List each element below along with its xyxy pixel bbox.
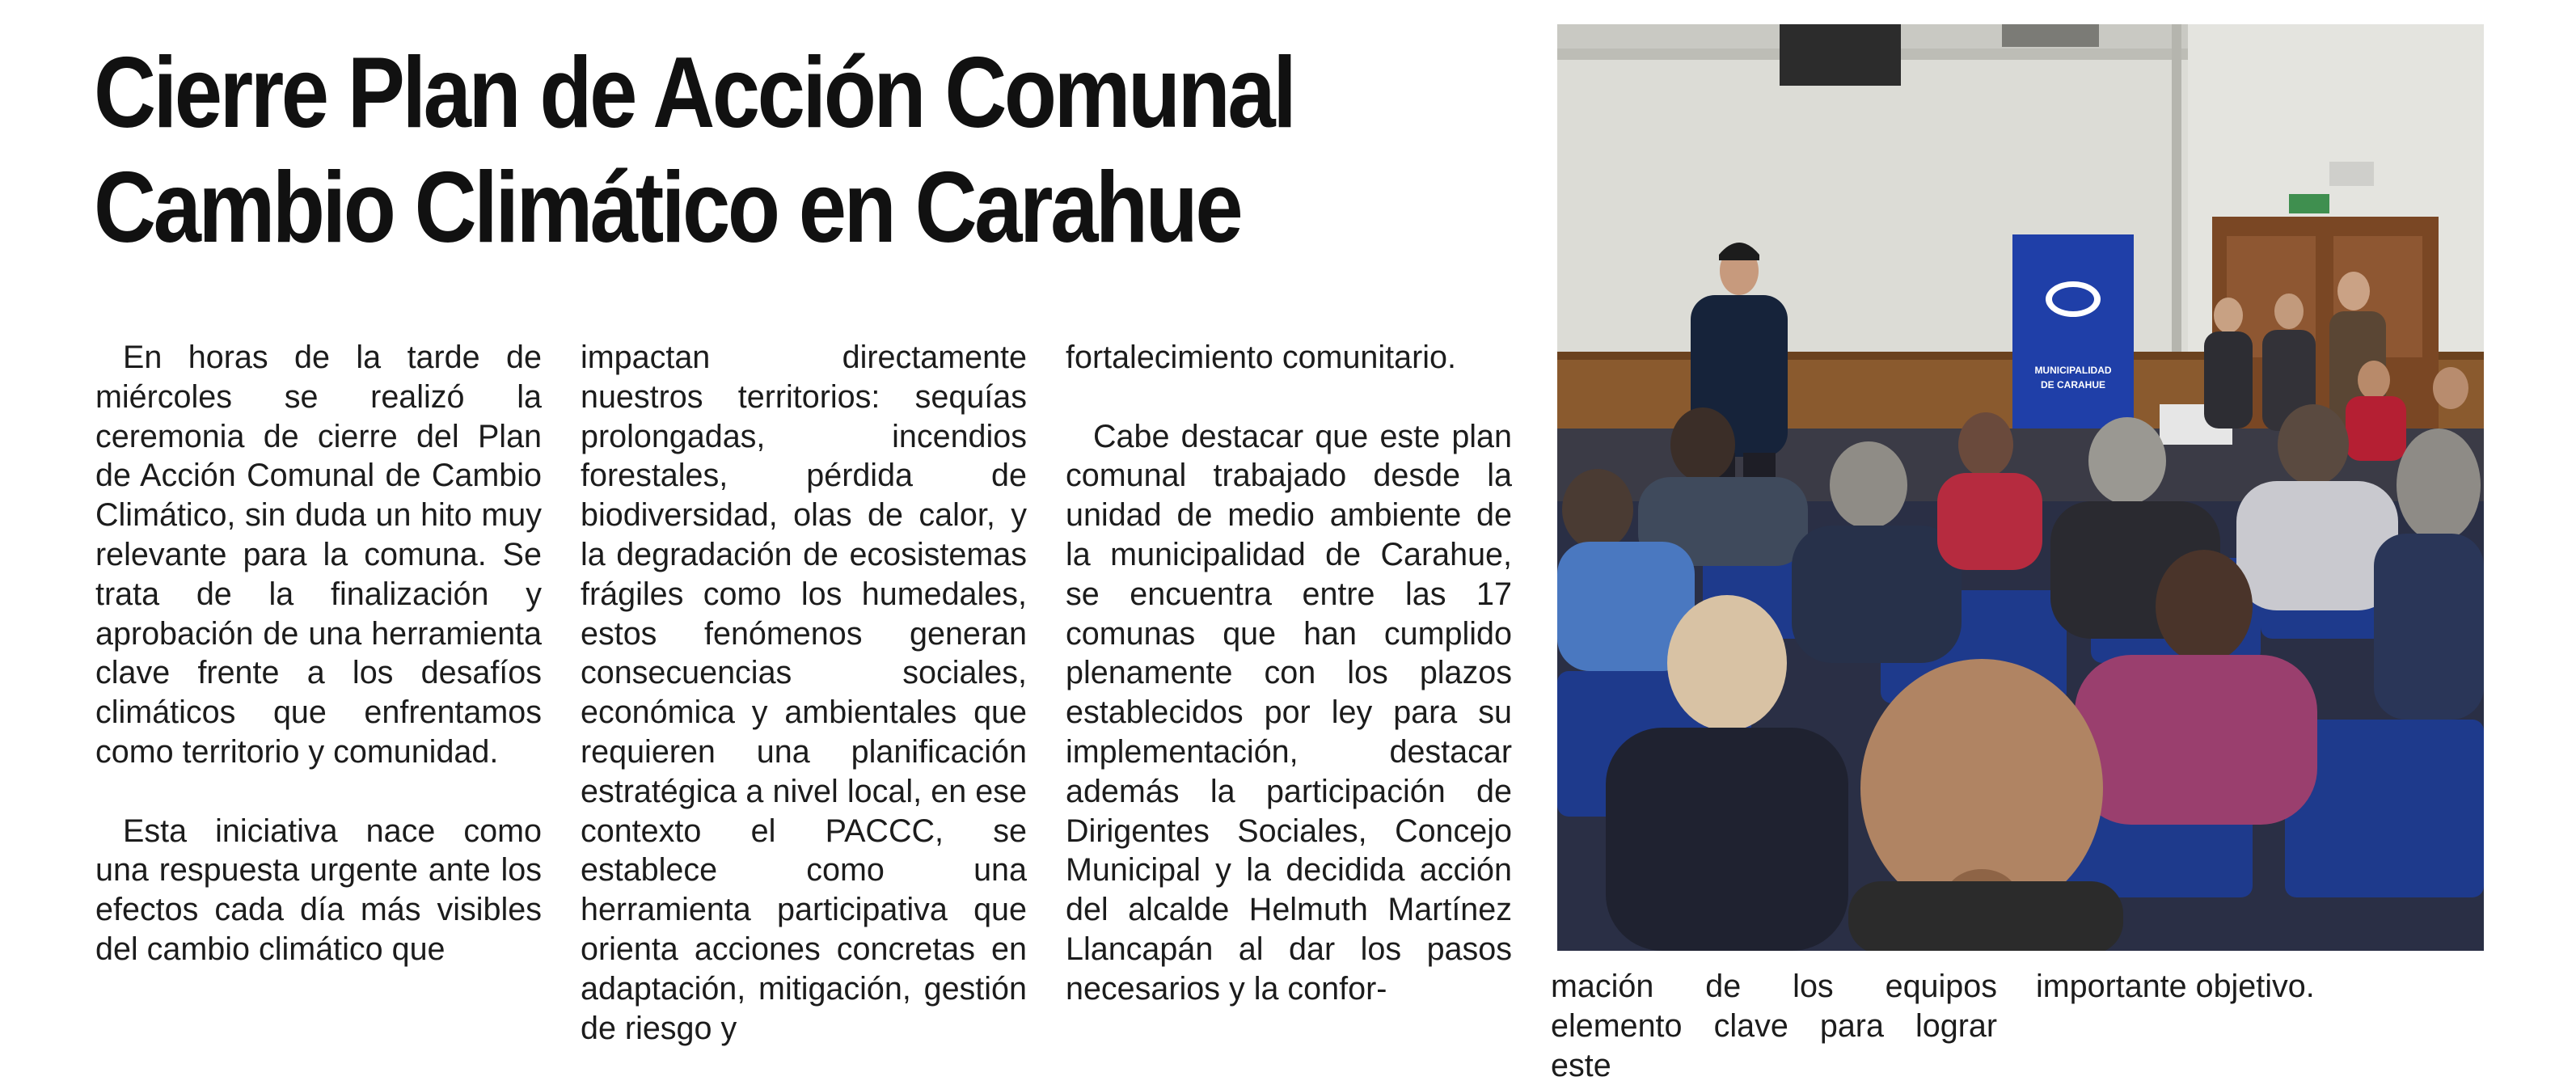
column-4 bbox=[1551, 967, 1997, 1085]
exit-sign bbox=[2289, 194, 2329, 213]
column-3-paragraph-2: Cabe destacar que este plan comunal trabajado desde la unidad de medio ambiente de la municipalidad de Carahue, se encuentra entre las 17 comunas que han cumplido plenamente con los plazos establecidos por ley para su implementación, destacar además la participación de Dirigentes Sociales, Concejo Municipal y la decidida acción del alcalde Helmuth Martínez Llancapán al dar los pasos necesarios y la confor- bbox=[1066, 418, 1512, 1007]
column-4-paragraph: mación de los equipos elemento clave para lograr este bbox=[1551, 969, 1997, 1083]
banner-text-line-2: DE CARAHUE bbox=[2040, 379, 2106, 391]
headline-line-2: Cambio Climático en Carahue bbox=[94, 152, 1241, 264]
headline-line-1: Cierre Plan de Acción Comunal bbox=[94, 37, 1294, 149]
column-1 bbox=[95, 338, 542, 969]
projector-speaker bbox=[1780, 24, 1901, 86]
event-photo bbox=[1557, 24, 2484, 951]
column-1-paragraph-1: En horas de la tarde de miércoles se realizó la ceremonia de cierre del Plan de Acción Comunal de Cambio Climático, sin duda un hito muy relevante para la comuna. Se trata de la finalización y aprobación de una herramienta clave frente a los desafíos climáticos que enfrentamos como territorio y comunidad. bbox=[95, 340, 542, 770]
headline bbox=[94, 36, 1345, 265]
column-2 bbox=[581, 338, 1027, 1048]
column-5-paragraph: importante objetivo. bbox=[2036, 969, 2315, 1004]
column-2-paragraph: impactan directamente nuestros territorios: sequías prolongadas, incendios forestales, pérdida de biodiversidad, olas de calor, y la degradación de ecosistemas frágiles como los humedales, estos fenómenos generan consecuencias sociales, económica y ambientales que requieren una planificación estratégica a nivel local, en ese contexto el PACCC, se establece como una herramienta participativa que orienta acciones concretas en adaptación, mitigación, gestión de riesgo y bbox=[581, 340, 1027, 1046]
column-1-paragraph-2: Esta iniciativa nace como una respuesta urgente ante los efectos cada día más visibles del cambio climático que bbox=[95, 813, 542, 967]
audience bbox=[1557, 404, 2484, 951]
banner-text-line-1: MUNICIPALIDAD bbox=[2034, 365, 2112, 376]
column-3 bbox=[1066, 338, 1512, 1009]
column-3-paragraph-1: fortalecimiento comunitario. bbox=[1066, 340, 1456, 375]
column-5 bbox=[2036, 967, 2482, 1007]
